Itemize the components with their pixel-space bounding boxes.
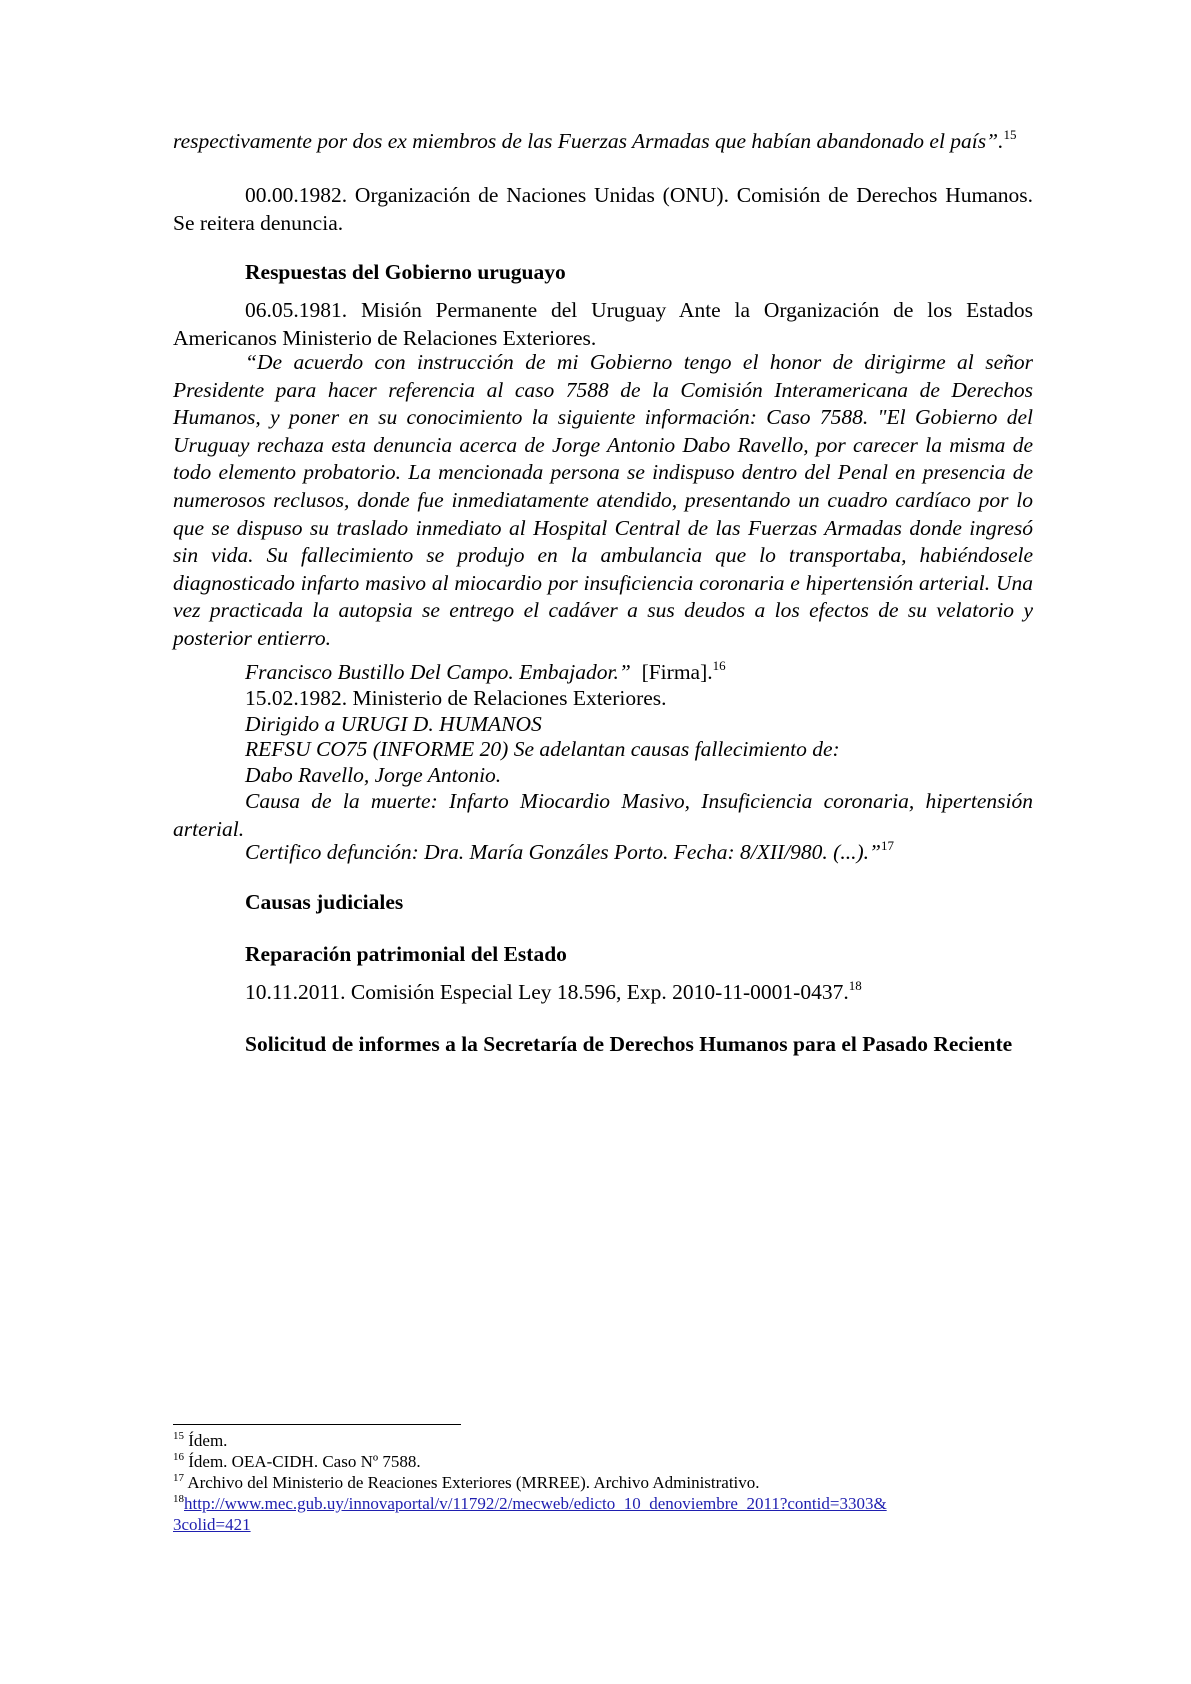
footnote-18-link[interactable]: http://www.mec.gub.uy/innovaportal/v/11792/2/mecweb/edicto_10_denoviembre_2011?contid=3303& xyxy=(184,1494,887,1513)
heading-reparacion-patrimonial: Reparación patrimonial del Estado xyxy=(245,942,567,966)
person-name-line: Dabo Ravello, Jorge Antonio. xyxy=(245,763,502,787)
footnote-17: $^{17}$ Archivo del Ministerio de Reaciones Exteriores (MRREE). Archivo Administrativo. xyxy=(173,1472,760,1492)
footnote-18-link-continued[interactable]: 3colid=421 xyxy=(173,1515,251,1534)
footnote-separator xyxy=(173,1424,461,1425)
footnote-ref-17[interactable]: 17 xyxy=(880,838,894,853)
footnote-ref-18[interactable]: 18 xyxy=(848,978,862,993)
footnote-18-continued xyxy=(173,1514,251,1535)
heading-solicitud-informes: Solicitud de informes a la Secretaría de Derechos Humanos para el Pasado Reciente xyxy=(245,1032,1013,1056)
death-certificate-line: Certifico defunción: Dra. María Gonzáles Porto. Fecha: 8/XII/980. (...).”$^{17}$ xyxy=(245,838,894,864)
addressed-to-line: Dirigido a URUGI D. HUMANOS xyxy=(245,712,542,736)
paragraph-onu-1982: 00.00.1982. Organización de Naciones Unidas (ONU). Comisión de Derechos Humanos. Se reitera denuncia. xyxy=(173,183,1033,235)
quoted-government-response: “De acuerdo con instrucción de mi Gobierno tengo el honor de dirigirme al señor Presidente para hacer referencia al caso 7588 de la Comisión Interamericana de Derechos Humanos, y poner en su conocimiento la siguiente información: Caso 7588. "El Gobierno del Uruguay rechaza esta denuncia acerca de Jorge Antonio Dabo Ravello, por carecer la misma de todo elemento probatorio. La mencionada persona se indispuso dentro del Penal en presencia de numerosos reclusos, donde fue inmediatamente atendido, presentando un cuadro cardíaco por lo que se dispuso su traslado inmediato al Hospital Central de las Fuerzas Armadas donde ingresó sin vida. Su fallecimiento se produjo en la ambulancia que lo transportaba, habiéndosele diagnosticado infarto masivo al miocardio por insuficiencia coronaria e hipertensión arterial. Una vez practicada la autopsia se entrego el cadáver a sus deudos a los efectos de su velatorio y posterior entierro. xyxy=(173,350,1033,650)
paragraph-mision-permanente: 06.05.1981. Misión Permanente del Uruguay Ante la Organización de los Estados Americanos Ministerio de Relaciones Exteriores. xyxy=(173,298,1033,350)
paragraph-continuation: respectivamente por dos ex miembros de las Fuerzas Armadas que habían abandonado el país”.$^{15}$ xyxy=(173,127,1017,153)
footnote-16: $^{16}$ Ídem. OEA-CIDH. Caso Nº 7588. xyxy=(173,1451,421,1471)
signature-line: Francisco Bustillo Del Campo. Embajador.” [Firma].$^{16}$ xyxy=(245,658,726,684)
cause-of-death-paragraph: Causa de la muerte: Infarto Miocardio Masivo, Insuficiencia coronaria, hipertensión arterial. xyxy=(173,789,1033,841)
comision-especial-line: 10.11.2011. Comisión Especial Ley 18.596, Exp. 2010-11-0001-0437.18 xyxy=(245,978,862,1004)
heading-causas-judiciales: Causas judiciales xyxy=(245,890,404,914)
footnote-ref-15[interactable]: 15 xyxy=(1003,127,1017,142)
footnote-18: $^{18}$http://www.mec.gub.uy/innovaportal/v/11792/2/mecweb/edicto_10_denoviembre_2011?contid=3303& xyxy=(173,1493,887,1513)
footnote-15: $^{15}$ Ídem. xyxy=(173,1430,228,1450)
refsu-line: REFSU CO75 (INFORME 20) Se adelantan causas fallecimiento de: xyxy=(245,737,840,761)
ministry-date-line: 15.02.1982. Ministerio de Relaciones Exteriores. xyxy=(245,686,667,710)
footnote-ref-16[interactable]: 16 xyxy=(712,658,726,673)
heading-respuestas-gobierno: Respuestas del Gobierno uruguayo xyxy=(245,260,566,284)
